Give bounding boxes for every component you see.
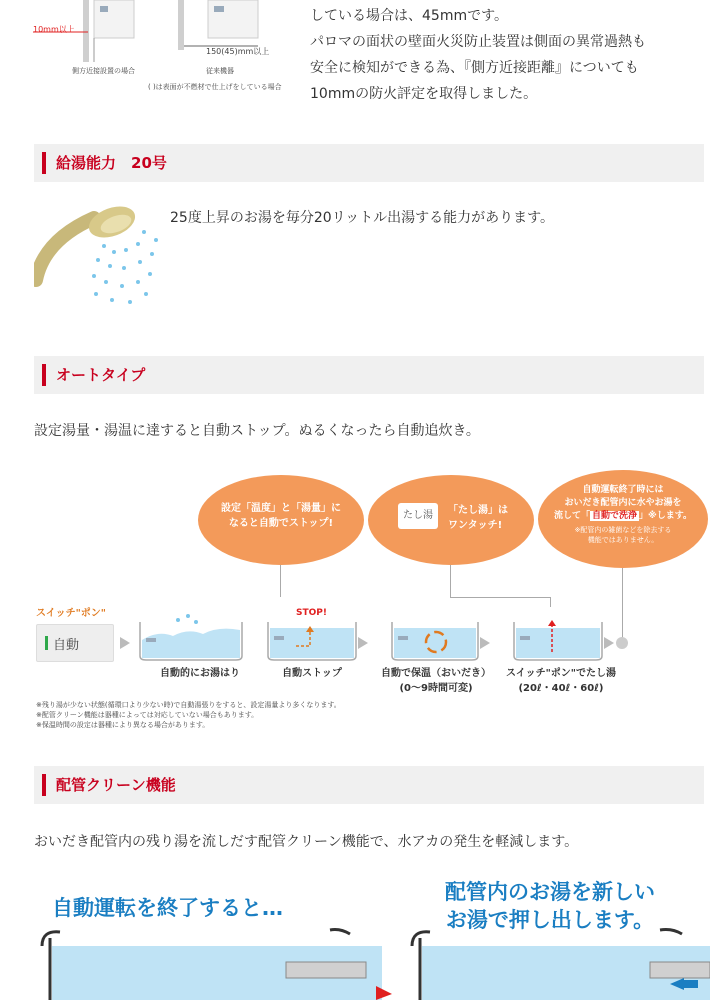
step-label [498,664,624,694]
heading-accent-bar [42,364,46,386]
caption-note: ( )は表面が不燃材で仕上げをしている場合 [148,83,282,91]
step-title: 自動で保温（おいだき） [381,668,491,679]
step-sub: (20ℓ・40ℓ・60ℓ) [518,683,604,694]
capacity-text: 25度上昇のお湯を毎分20リットル出湯する能力があります。 [170,210,554,226]
step-label [140,664,260,679]
caption-line: 配管内のお湯を新しい [445,880,655,904]
bubble-line: 「たし湯」は [448,505,508,516]
footnote: ※保温時間の設定は器種により異なる場合があります。 [36,721,210,729]
stop-label: STOP! [296,608,327,618]
section-heading-clean [34,766,704,804]
bubble-line: 自動運転終了時には [582,485,664,495]
top-line: 10mmの防火評定を取得しました。 [310,86,538,102]
step-title: スイッチ"ポン"でたし湯 [505,668,617,679]
top-line: 安全に検知ができる為、『側方近接距離』についても [310,60,639,76]
connector-line [280,565,281,597]
step-label [376,664,496,694]
top-text [310,3,710,107]
section-title: 配管クリーン機能 [56,776,176,794]
section-title: 給湯能力 20号 [56,154,167,172]
bubble-line: 設定「温度」と「湯量」に [221,503,341,514]
section-heading-capacity [34,144,704,182]
switch-label: スイッチ"ポン" [36,608,107,619]
section-title: オートタイプ [56,366,146,384]
clean-caption-right [420,878,680,934]
top-line: している場合は、45mmです。 [310,8,508,24]
label-150mm: 150(45)mm以上 [206,47,270,56]
tashiyu-button-icon: たし湯 [398,503,438,529]
clean-text: おいだき配管内の残り湯を流しだす配管クリーン機能で、水アカの発生を軽減します。 [34,834,579,850]
connector-line [450,565,451,597]
footnote: ※残り湯が少ない状態(循環口より少ない時)で自動湯張りをすると、設定湯量より多くなります。 [36,701,341,709]
clean-illustration [20,878,710,1000]
auto-text: 設定湯量・湯温に達すると自動ストップ。ぬるくなったら自動追炊き。 [34,423,480,439]
step-title: 自動的にお湯はり [160,668,240,679]
bubble-tashiyu [368,475,534,565]
clean-caption-left: 自動運転を終了すると… [52,896,283,920]
bubble-auto-clean [538,470,708,568]
bubble-auto-stop [198,475,364,565]
bath-sequence [118,600,638,670]
step-label [262,664,362,679]
caption-line: お湯で押し出します。 [445,908,655,932]
bubble-note: ※配管内の雑菌などを除去する [574,526,672,534]
bubble-line: なると自動でストップ! [228,518,334,529]
top-line: パロマの面状の壁面火災防止装置は側面の異常過熱も [310,34,646,50]
auto-switch-button [36,624,114,662]
step-sub: (0〜9時間可変) [399,683,473,694]
section-heading-auto [34,356,704,394]
caption-left: 側方近接設置の場合 [72,67,135,75]
bubble-note: 機能ではありません。 [587,536,659,544]
label-10mm: 10mm以上 [33,25,75,34]
switch-button-label: 自動 [53,638,80,653]
caption-right: 従来機器 [206,67,234,75]
heater-diagram [28,0,298,100]
bubble-line: ワンタッチ! [448,520,503,531]
highlight-text: 自動で洗浄 [591,511,637,521]
heading-accent-bar [42,774,46,796]
connector-line [450,597,550,598]
bubble-line: おいだき配管内に水やお湯を [564,498,682,508]
shower-head-icon [34,200,164,310]
bubble-line: 流して「 自動で洗浄 」※します。 [553,511,693,521]
footnote: ※配管クリーン機能は器種によっては対応していない場合もあります。 [36,711,259,719]
step-title: 自動ストップ [282,668,342,679]
heading-accent-bar [42,152,46,174]
